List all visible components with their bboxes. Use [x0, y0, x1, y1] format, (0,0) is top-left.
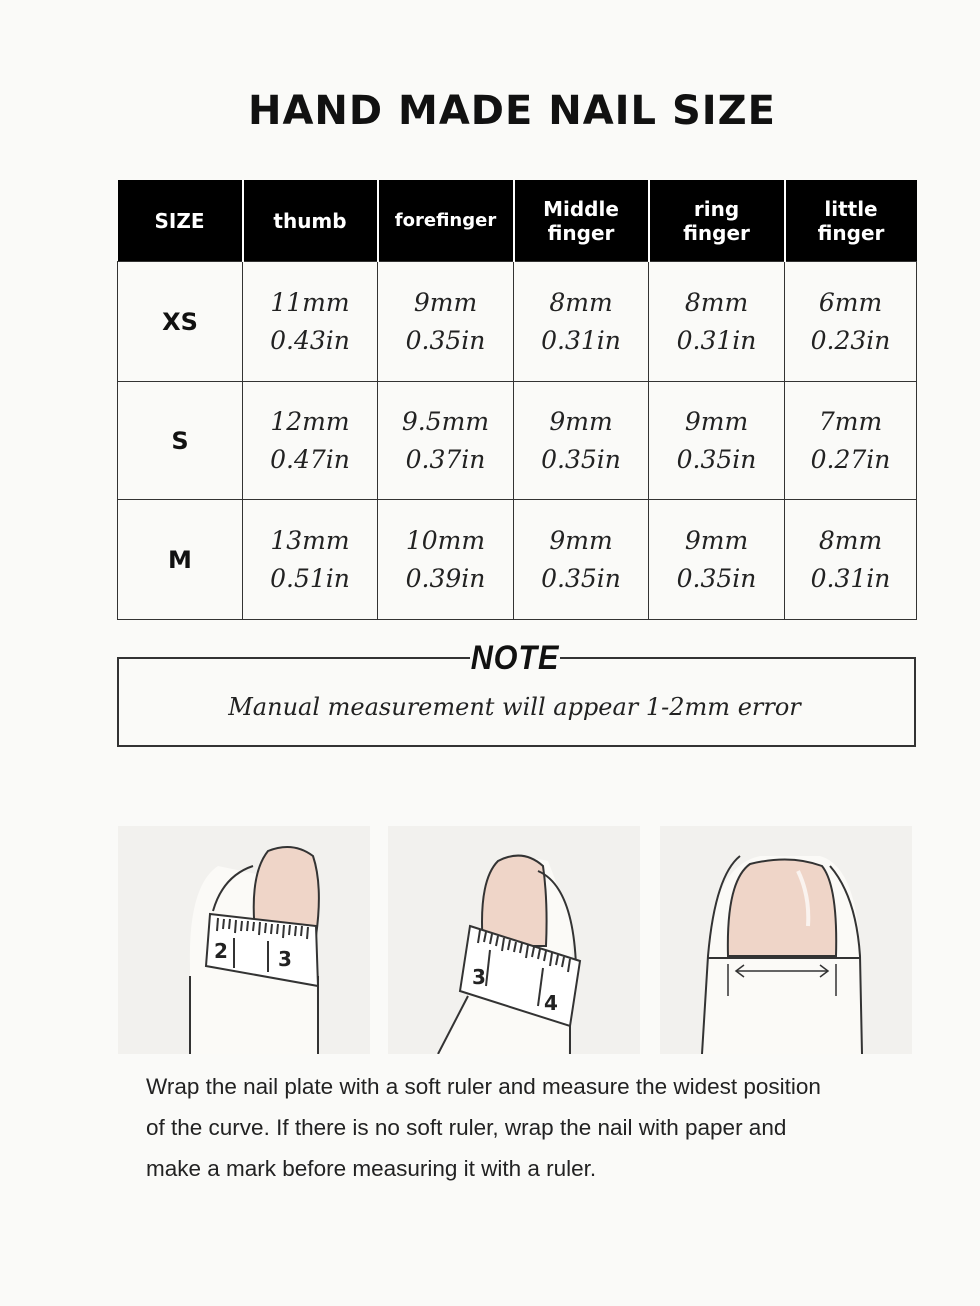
- note-title: NOTE: [470, 636, 560, 680]
- illustration-ruler-side: [118, 826, 370, 1054]
- instructions-line-1: Wrap the nail plate with a soft ruler and measure the widest position: [146, 1074, 821, 1099]
- table-cell: 9.5mm 0.37in: [378, 382, 514, 500]
- table-header-row: [118, 180, 917, 262]
- header-forefinger: forefinger: [378, 180, 514, 262]
- table-cell: 8mm 0.31in: [649, 262, 785, 382]
- table-cell: 12mm 0.47in: [243, 382, 378, 500]
- instructions-line-2: of the curve. If there is no soft ruler, wrap the nail with paper and: [146, 1115, 787, 1140]
- table-cell: 8mm 0.31in: [785, 500, 917, 620]
- size-label: XS: [118, 262, 243, 382]
- header-size: SIZE: [118, 180, 243, 262]
- nail-size-table: [117, 180, 917, 620]
- table-cell: 11mm 0.43in: [243, 262, 378, 382]
- illustration-nail-width: [660, 826, 912, 1054]
- table-row: [118, 382, 917, 500]
- table-cell: 9mm 0.35in: [649, 382, 785, 500]
- header-middle-finger: Middle finger: [514, 180, 649, 262]
- header-little-finger: little finger: [785, 180, 917, 262]
- table-row: [118, 262, 917, 382]
- header-thumb: thumb: [243, 180, 378, 262]
- table-cell: 9mm 0.35in: [514, 500, 649, 620]
- table-cell: 6mm 0.23in: [785, 262, 917, 382]
- table-cell: 10mm 0.39in: [378, 500, 514, 620]
- table-cell: 7mm 0.27in: [785, 382, 917, 500]
- svg-text:4: 4: [544, 991, 558, 1015]
- page-title: HAND MADE NAIL SIZE: [247, 88, 776, 134]
- size-label: M: [118, 500, 243, 620]
- svg-text:3: 3: [472, 965, 486, 989]
- size-label: S: [118, 382, 243, 500]
- finger-ruler-illustration: [118, 826, 370, 1054]
- svg-text:2: 2: [214, 939, 228, 963]
- nail-width-illustration: [660, 826, 912, 1054]
- table-cell: 8mm 0.31in: [514, 262, 649, 382]
- table-row: [118, 500, 917, 620]
- finger-ruler-tilted-illustration: [388, 826, 640, 1054]
- note-text: Manual measurement will appear 1-2mm error: [228, 693, 801, 721]
- table-cell: 9mm 0.35in: [514, 382, 649, 500]
- header-ring-finger: ring finger: [649, 180, 785, 262]
- measurement-instructions: [146, 1066, 906, 1189]
- svg-text:3: 3: [278, 947, 292, 971]
- table-cell: 9mm 0.35in: [378, 262, 514, 382]
- illustration-ruler-front: [388, 826, 640, 1054]
- table-cell: 9mm 0.35in: [649, 500, 785, 620]
- table-cell: 13mm 0.51in: [243, 500, 378, 620]
- instructions-line-3: make a mark before measuring it with a ruler.: [146, 1156, 597, 1181]
